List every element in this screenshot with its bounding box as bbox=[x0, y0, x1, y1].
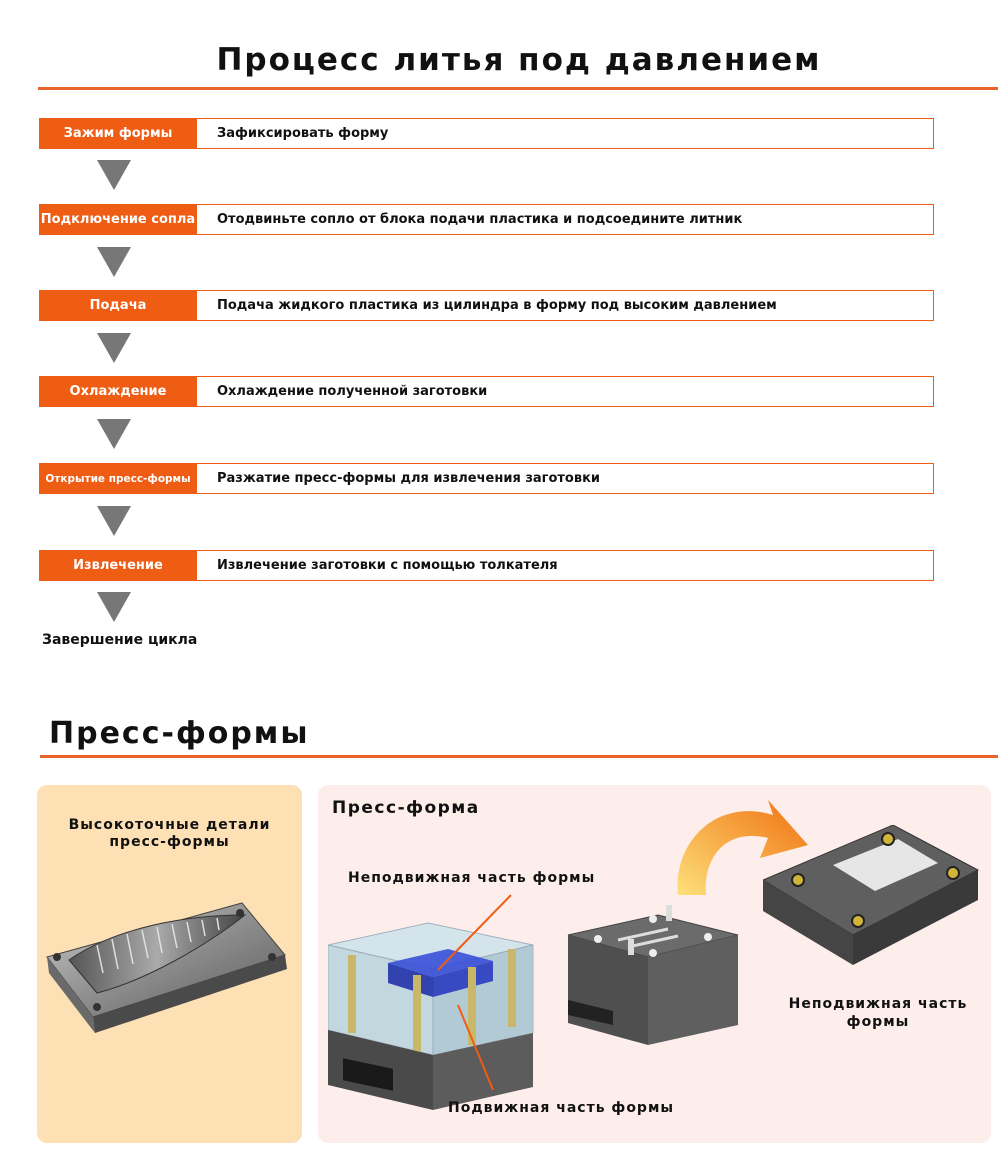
precision-parts-title-line2: пресс-формы bbox=[109, 834, 230, 850]
precision-parts-title bbox=[37, 817, 302, 851]
down-arrow-icon bbox=[97, 160, 131, 190]
section-underline bbox=[40, 755, 998, 758]
precision-parts-panel bbox=[37, 785, 302, 1143]
fixed-part-label-right-line1: Неподвижная часть bbox=[788, 996, 968, 1012]
step-text-opening: Разжатие пресс-формы для извлечения заготовки bbox=[197, 463, 934, 494]
step-text-ejection: Извлечение заготовки с помощью толкателя bbox=[197, 550, 934, 581]
down-arrow-icon bbox=[97, 506, 131, 536]
mold-insert-image bbox=[37, 885, 302, 1065]
down-arrow-icon bbox=[97, 333, 131, 363]
step-label-ejection: Извлечение bbox=[39, 550, 197, 581]
step-label-cooling: Охлаждение bbox=[39, 376, 197, 407]
cycle-finish-label: Завершение цикла bbox=[42, 632, 198, 648]
moving-part-label: Подвижная часть формы bbox=[448, 1100, 675, 1116]
fixed-part-label: Неподвижная часть формы bbox=[348, 870, 596, 886]
step-label-injection: Подача bbox=[39, 290, 197, 321]
page-title: Процесс литья под давлением bbox=[216, 42, 822, 78]
step-label-clamp: Зажим формы bbox=[39, 118, 197, 149]
title-underline bbox=[38, 87, 998, 90]
mold-panel bbox=[318, 785, 991, 1143]
label-leader-lines bbox=[318, 785, 991, 1143]
step-text-injection: Подача жидкого пластика из цилиндра в форму под высоким давлением bbox=[197, 290, 934, 321]
step-label-nozzle: Подключение сопла bbox=[39, 204, 197, 235]
fixed-part-label-right bbox=[773, 995, 983, 1031]
step-label-opening: Открытие пресс-формы bbox=[39, 463, 197, 494]
step-text-cooling: Охлаждение полученной заготовки bbox=[197, 376, 934, 407]
step-text-clamp: Зафиксировать форму bbox=[197, 118, 934, 149]
precision-parts-title-line1: Высокоточные детали bbox=[68, 817, 271, 833]
down-arrow-icon bbox=[97, 247, 131, 277]
fixed-part-label-right-line2: формы bbox=[846, 1014, 910, 1030]
down-arrow-icon bbox=[97, 419, 131, 449]
mold-panel-title: Пресс-форма bbox=[332, 798, 480, 818]
step-text-nozzle: Отодвиньте сопло от блока подачи пластика и подсоедините литник bbox=[197, 204, 934, 235]
section-title-molds: Пресс-формы bbox=[49, 716, 310, 751]
down-arrow-icon bbox=[97, 592, 131, 622]
